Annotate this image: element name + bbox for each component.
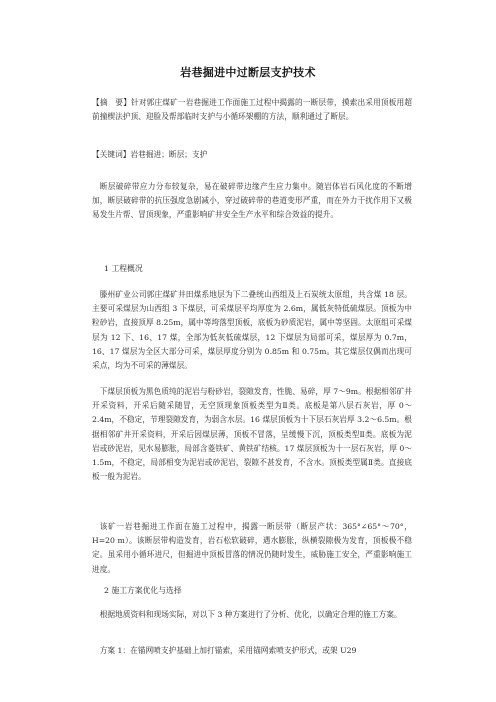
section-1-heading: 1 工程概况	[104, 264, 143, 273]
section-1-paragraph-3: 该矿一岩巷掘进工作面在施工过程中，揭露一断层带（断层产状：365°∠65°～70°，H=20 m）。该断层带构造发育，岩石松软破碎，遇水膨胀，纵横裂隙极为发育，顶板极不稳定。虽采用小循环进尺，但掘进中顶板冒落的情况仍随时发生，威胁施工安全，严重影响施工进度。	[92, 522, 412, 574]
abstract-paragraph: 【摘 要】针对郭庄煤矿一岩巷掘进工作面施工过程中揭露的一断层带，摸索出采用顶板用超前撞楔法护顶、迎脸及帮部临时支护与小循环架棚的方法，顺利通过了断层。	[92, 98, 412, 122]
section-1-paragraph-1: 滕州矿业公司郭庄煤矿井田煤系地层为下二叠统山西组及上石炭统太原组，共含煤 18 层。主要可采煤层为山西组 3 下煤层，可采煤层平均厚度为 2.6m，属低灰特低硫煤层。顶板为中粒砂岩，直接顶厚 8.25m，属中等垮落型顶板，底板为砂质泥岩，属中等坚固。太原组可采煤层为 12 下、16、17 煤，全部为低灰低硫煤层，12 下煤层为局部可采，煤层厚为 0.7m，16、17 煤层为全区大部分可采，煤层厚度分别为 0.85m 和 0.75m。其它煤层仅偶而出现可采点，均为不可采的薄煤层。	[92, 290, 412, 371]
section-2-heading: 2 施工方案优化与选择	[104, 586, 182, 595]
document-title: 岩巷掘进中过断层支护技术	[180, 66, 316, 79]
intro-paragraph: 断层破碎带应力分布较复杂，易在破碎带边缘产生应力集中。随岩体岩石风化度的不断增加，断层破碎带的抗压强度急剧减小，穿过破碎带的巷道变形严重，而在外力干扰作用下又极易发生片帮、冒顶现象，严重影响矿井安全生产水平和综合效益的提升。	[92, 182, 412, 220]
keywords-paragraph: 【关键词】岩巷掘进；断层；支护	[92, 150, 208, 159]
section-1-paragraph-2: 下煤层顶板为黑色质纯的泥岩与粉砂岩，裂隙发育，性脆、易碎，厚 7～9m。根据相邻矿井开采资料，开采后随采随冒，无空顶现象顶板类型为Ⅱ类。底板是第八层石灰岩，厚 0～2.4m，不稳定，节理裂隙发育，为弱含水层。16 煤层顶板为十下层石灰岩厚 3.2～6.5m。根据相邻矿井开采资料，开采后因煤层薄，顶板不冒落，呈缓慢下沉，顶板类型Ⅱ类。底板为泥岩或砂泥岩，见水易膨胀，局部含菱铁矿、黄铁矿结核。17 煤层顶板为十一层石灰岩，厚 0～1.5m，不稳定，局部相变为泥岩或砂泥岩，裂隙不甚发育，不含水。顶板类型属Ⅱ类。直接底板一般为泥岩。	[92, 387, 412, 482]
section-2-paragraph-1: 根据地质资料和现场实际，对以下 3 种方案进行了分析、优化，以确定合理的施工方案。	[99, 610, 402, 619]
section-2-paragraph-2: 方案 1：在锚网喷支护基础上加打锚索，采用锚网索喷支护形式，或架 U29	[99, 646, 357, 655]
